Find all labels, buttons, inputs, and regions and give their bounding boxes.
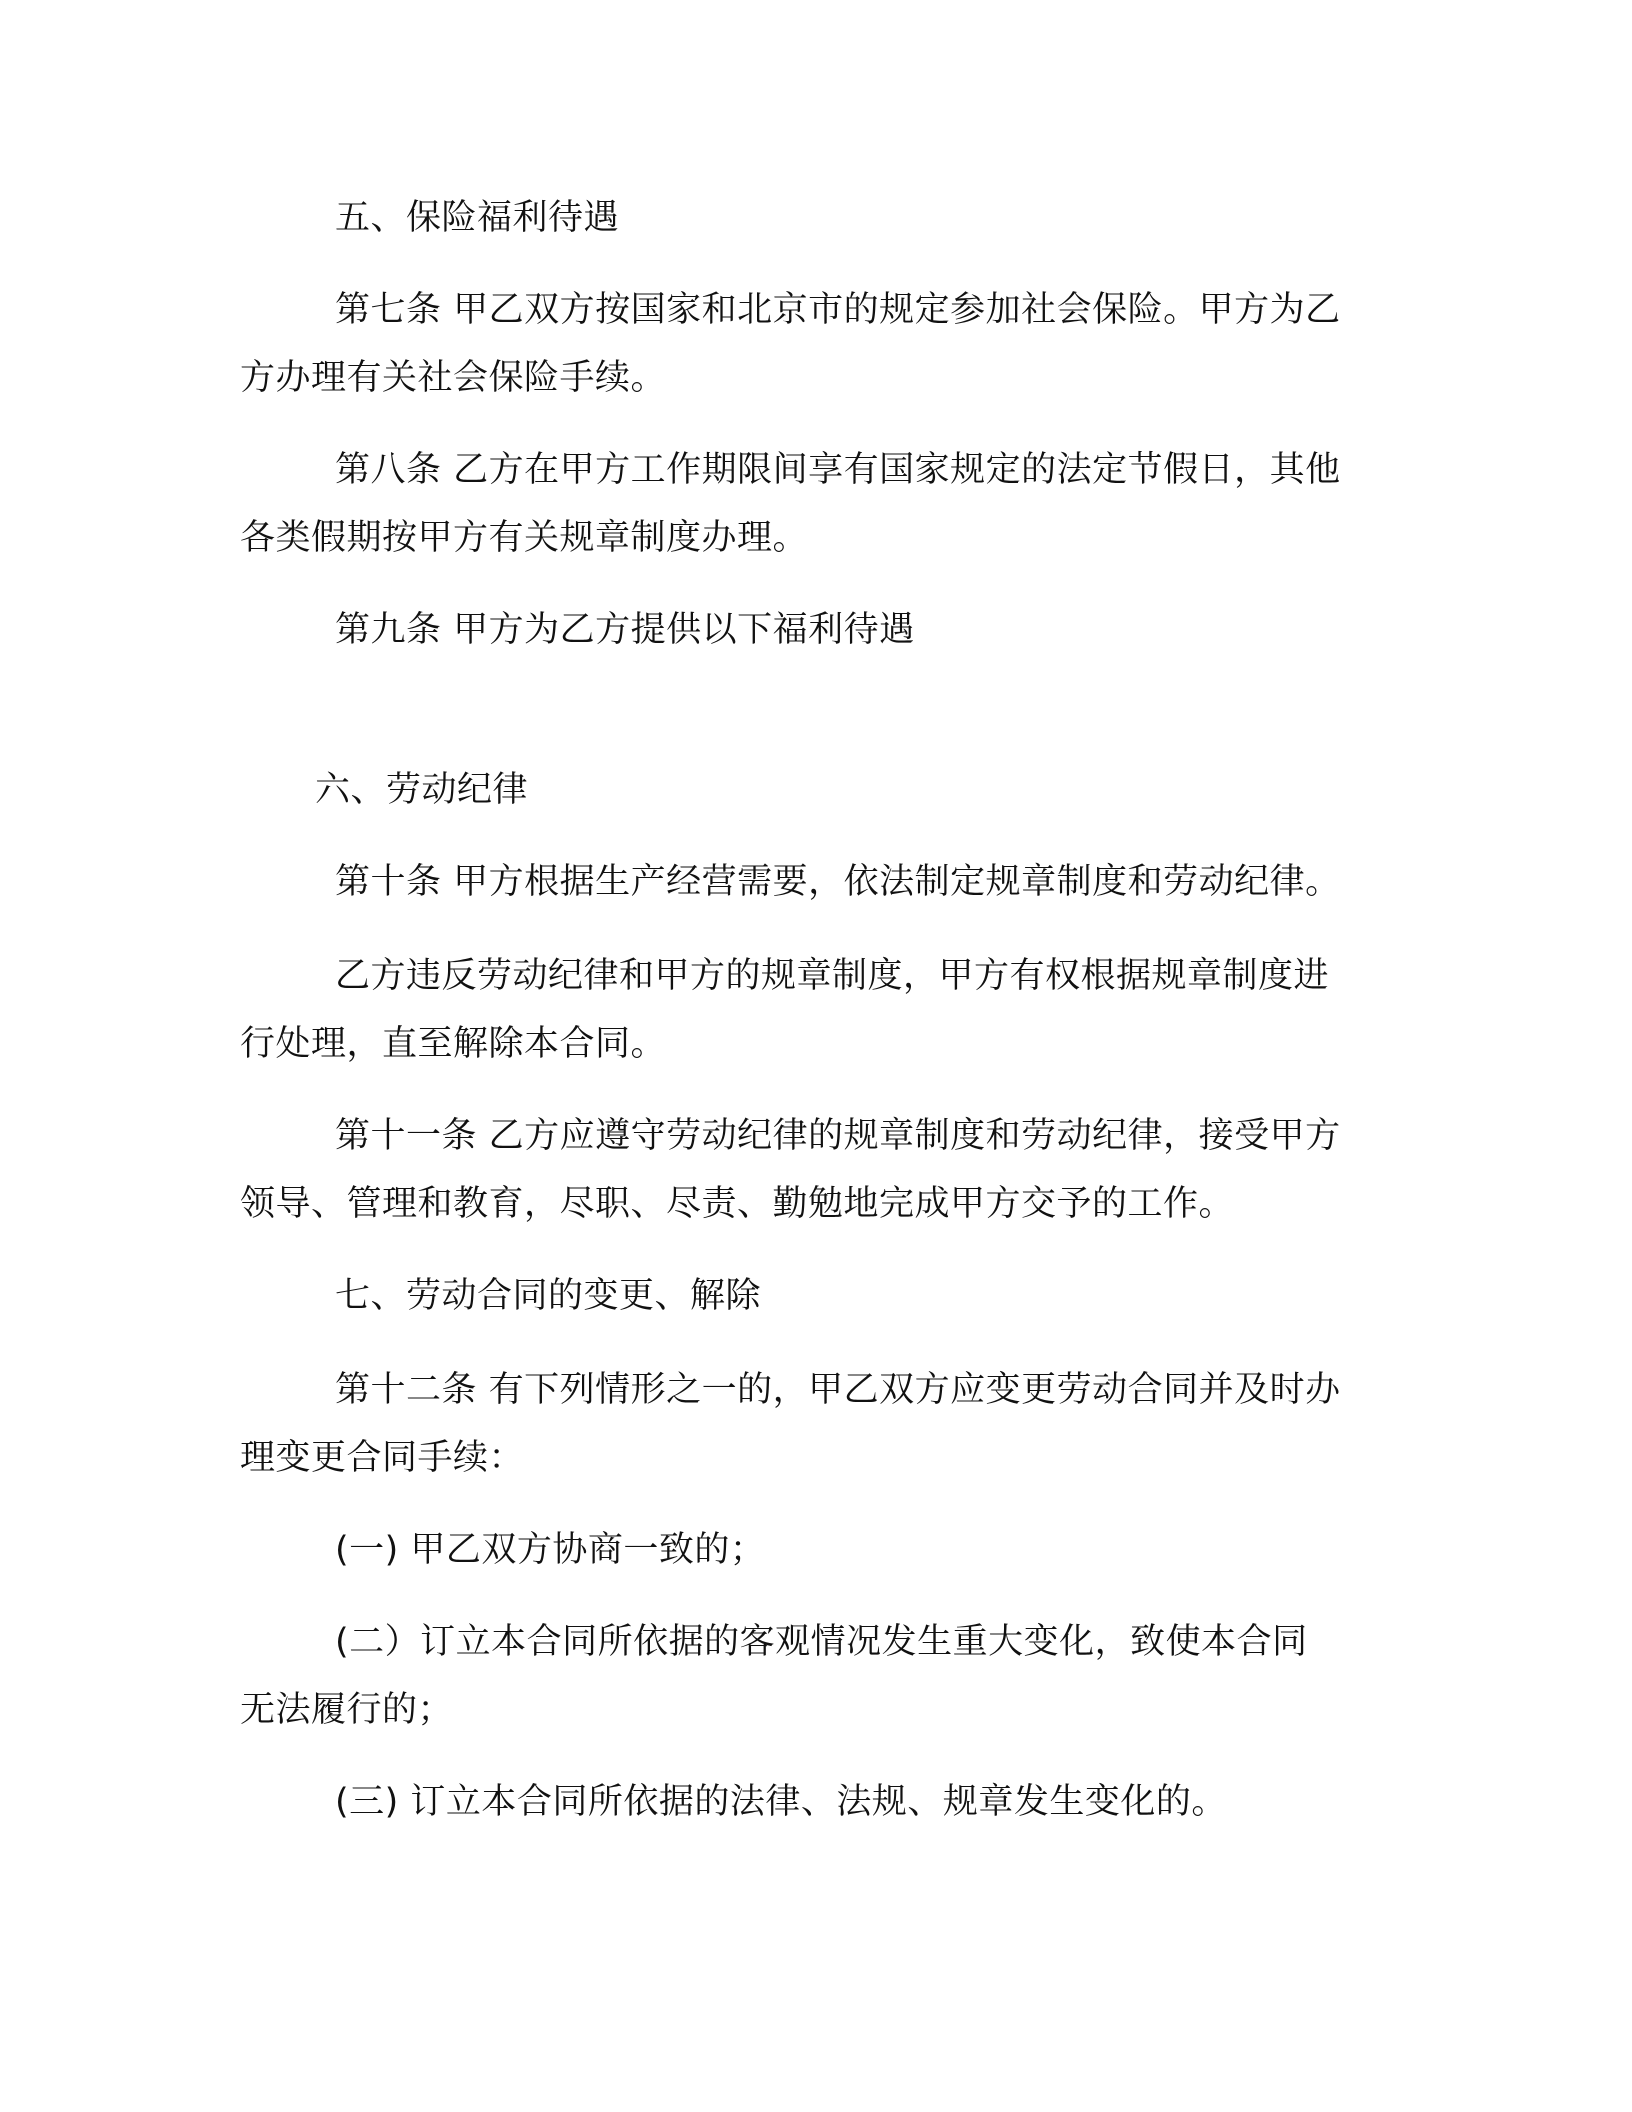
article-12-line-1: 第十二条 有下列情形之一的，甲乙双方应变更劳动合同并及时办 — [335, 1370, 1341, 1410]
article-7-line-2: 方办理有关社会保险手续。 — [240, 358, 667, 398]
article-10-para-2-line-1: 乙方违反劳动纪律和甲方的规章制度，甲方有权根据规章制度进 — [335, 956, 1330, 996]
article-11-line-1: 第十一条 乙方应遵守劳动纪律的规章制度和劳动纪律，接受甲方 — [335, 1116, 1341, 1156]
clause-2-line-2: 无法履行的； — [240, 1690, 454, 1730]
article-11-line-2: 领导、管理和教育，尽职、尽责、勤勉地完成甲方交予的工作。 — [240, 1184, 1235, 1224]
article-8-line-1: 第八条 乙方在甲方工作期限间享有国家规定的法定节假日，其他 — [335, 450, 1341, 490]
article-9-line-1: 第九条 甲方为乙方提供以下福利待遇 — [335, 610, 915, 650]
article-12-line-2: 理变更合同手续： — [240, 1438, 525, 1478]
article-8-line-2: 各类假期按甲方有关规章制度办理。 — [240, 518, 809, 558]
clause-1: (一) 甲乙双方协商一致的； — [335, 1530, 766, 1570]
section-heading-insurance-welfare: 五、保险福利待遇 — [335, 198, 620, 238]
article-10-para-2-line-2: 行处理，直至解除本合同。 — [240, 1024, 667, 1064]
section-heading-labor-discipline: 六、劳动纪律 — [315, 770, 529, 810]
article-10-line-1: 第十条 甲方根据生产经营需要，依法制定规章制度和劳动纪律。 — [335, 862, 1341, 902]
clause-3: (三) 订立本合同所依据的法律、法规、规章发生变化的。 — [335, 1782, 1227, 1822]
section-heading-contract-change: 七、劳动合同的变更、解除 — [335, 1276, 762, 1316]
article-7-line-1: 第七条 甲乙双方按国家和北京市的规定参加社会保险。甲方为乙 — [335, 290, 1341, 330]
clause-2-line-1: (二）订立本合同所依据的客观情况发生重大变化，致使本合同 — [335, 1622, 1308, 1662]
